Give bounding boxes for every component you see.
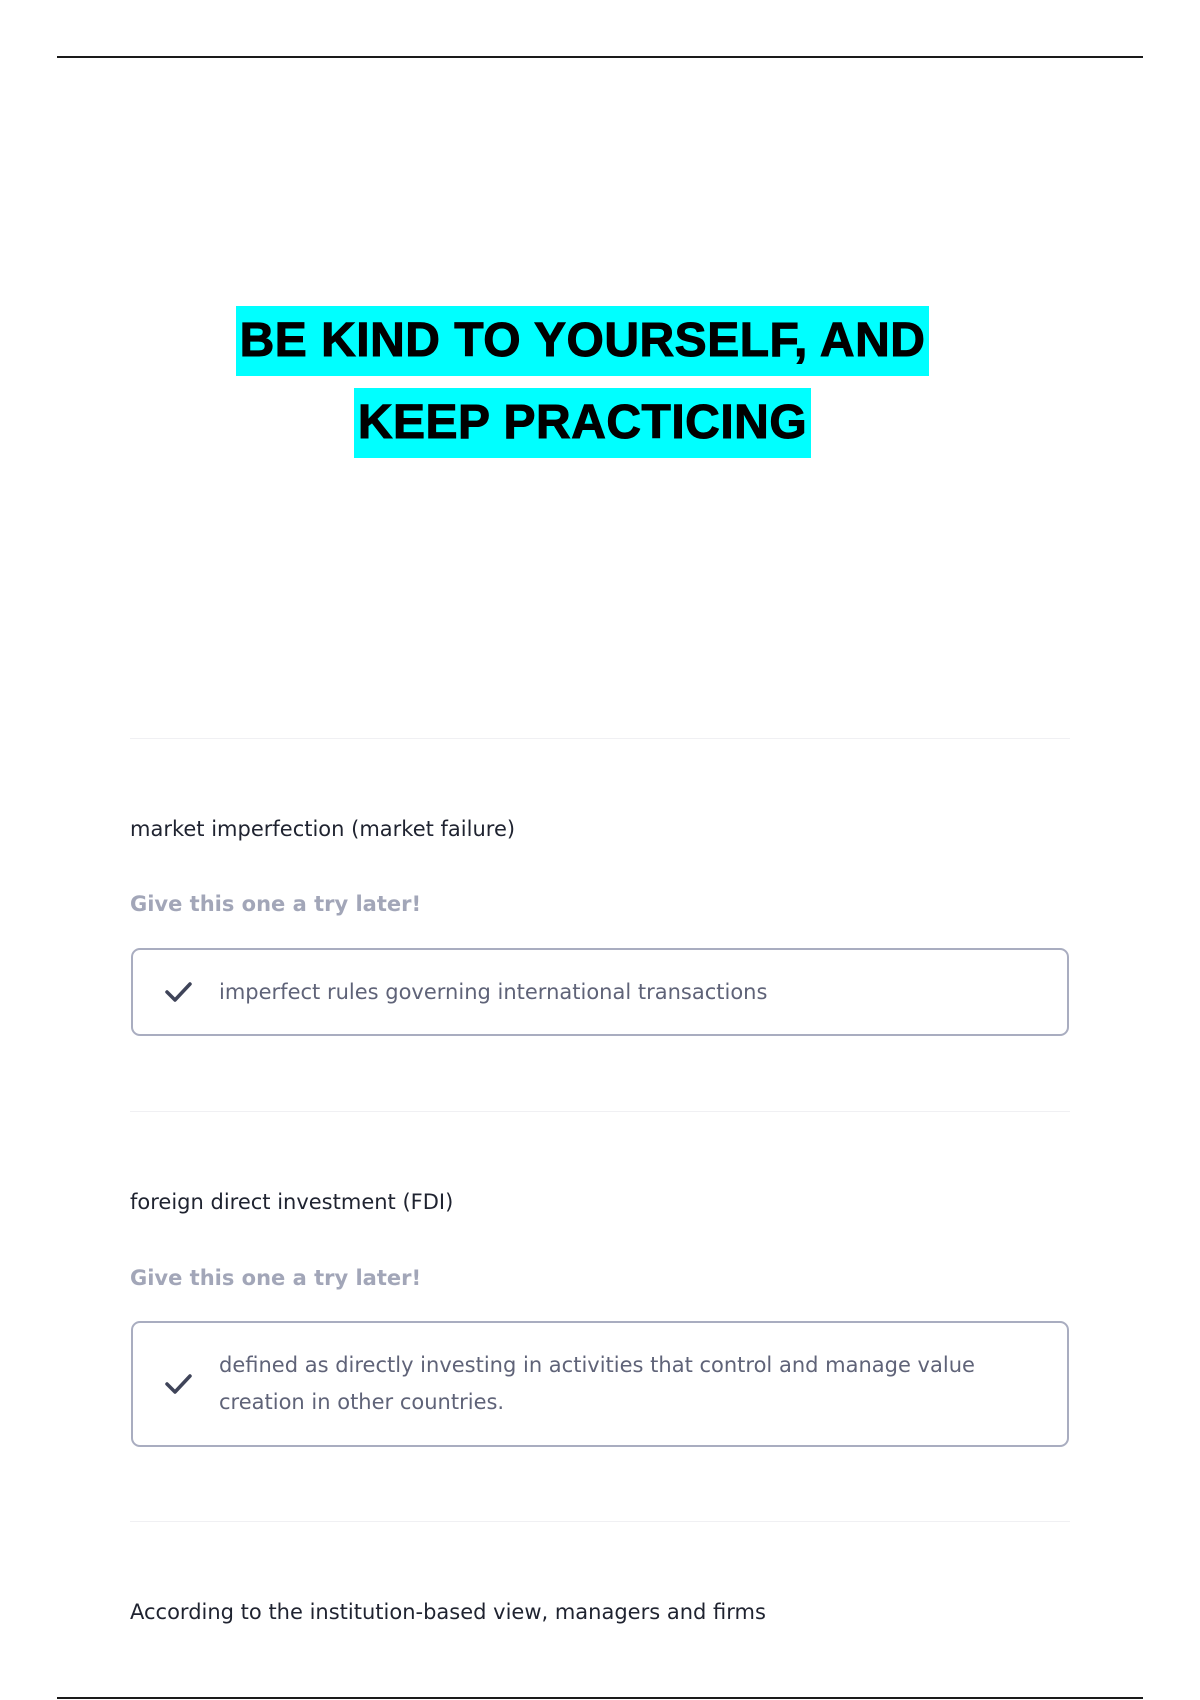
card-divider bbox=[130, 1521, 1070, 1522]
banner-line-2: KEEP PRACTICING bbox=[354, 388, 811, 458]
card-hint: Give this one a try later! bbox=[130, 1266, 422, 1290]
banner-line-1: BE KIND TO YOURSELF, AND bbox=[236, 306, 930, 376]
card-term: foreign direct investment (FDI) bbox=[130, 1190, 454, 1214]
motivational-banner bbox=[0, 302, 1165, 466]
card-divider bbox=[130, 1111, 1070, 1112]
answer-option[interactable] bbox=[131, 1321, 1069, 1447]
answer-text: defined as directly investing in activities that control and manage value creation in other countries. bbox=[219, 1353, 975, 1414]
card-term: According to the institution-based view, managers and firms bbox=[130, 1600, 766, 1624]
check-icon bbox=[161, 1367, 195, 1401]
page-bottom-rule bbox=[57, 1697, 1143, 1699]
answer-option[interactable] bbox=[131, 948, 1069, 1036]
answer-text: imperfect rules governing international transactions bbox=[219, 980, 768, 1004]
card-hint: Give this one a try later! bbox=[130, 892, 422, 916]
check-icon bbox=[161, 975, 195, 1009]
card-term: market imperfection (market failure) bbox=[130, 817, 516, 841]
card-divider bbox=[130, 738, 1070, 739]
page-top-rule bbox=[57, 56, 1143, 58]
